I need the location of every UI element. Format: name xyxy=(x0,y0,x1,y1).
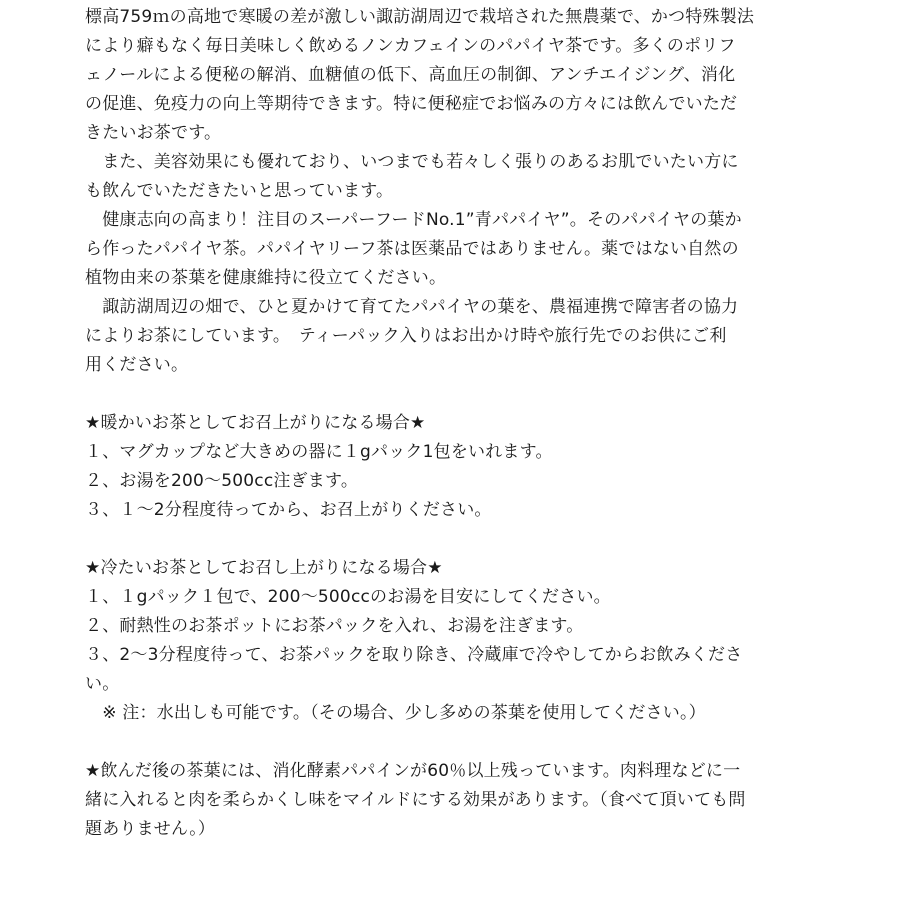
text-line: により癖もなく毎日美味しく飲めるノンカフェインのパパイヤ茶です。多くのポリフ xyxy=(85,36,736,56)
cold-tea-heading: ★冷たいお茶としてお召し上がりになる場合★ xyxy=(85,558,443,578)
cold-tea-step: １、１gパック１包で、200～500ccのお湯を目安にしてください。 xyxy=(85,587,611,607)
text-line: 緒に入れると肉を柔らかくし味をマイルドにする効果があります。（食べて頂いても問 xyxy=(85,790,746,810)
spacer xyxy=(85,525,810,554)
cold-tea-step: い。 xyxy=(85,674,120,694)
text-line: 健康志向の高まり！注目のスーパーフードNo.1”青パパイヤ”。そのパパイヤの葉か xyxy=(85,210,742,230)
text-line: 植物由来の茶葉を健康維持に役立てください。 xyxy=(85,268,447,288)
spacer xyxy=(85,380,810,409)
intro-section xyxy=(85,3,810,380)
text-line: によりお茶にしています。 ティーパック入りはお出かけ時や旅行先でのお供にご利 xyxy=(85,326,727,346)
hot-tea-step: １、マグカップなど大きめの器に１gパック1包をいれます。 xyxy=(85,442,553,462)
text-line: 用ください。 xyxy=(85,355,189,375)
hot-tea-heading: ★暖かいお茶としてお召上がりになる場合★ xyxy=(85,413,426,433)
after-use-section xyxy=(85,757,810,844)
text-line: ら作ったパパイヤ茶。パパイヤリーフ茶は医薬品ではありません。薬ではない自然の xyxy=(85,239,739,259)
text-line: 題ありません。） xyxy=(85,819,216,839)
hot-tea-section xyxy=(85,409,810,525)
cold-tea-step: ３、2～3分程度待って、お茶パックを取り除き、冷蔵庫で冷やしてからお飲みくださ xyxy=(85,645,743,665)
hot-tea-step: ３、１～2分程度待ってから、お召上がりください。 xyxy=(85,500,492,520)
text-line: 標高759ｍの高地で寒暖の差が激しい諏訪湖周辺で栽培された無農薬で、かつ特殊製法 xyxy=(85,7,755,27)
text-line: の促進、免疫力の向上等期待できます。特に便秘症でお悩みの方々には飲んでいただ xyxy=(85,94,738,114)
product-description-document xyxy=(85,3,810,844)
text-line: ★飲んだ後の茶葉には、消化酵素パパインが60％以上残っています。肉料理などに一 xyxy=(85,761,741,781)
cold-tea-section xyxy=(85,554,810,728)
cold-tea-note: ※ 注：水出しも可能です。（その場合、少し多めの茶葉を使用してください。） xyxy=(85,703,706,723)
text-line: ェノールによる便秘の解消、血糖値の低下、高血圧の制御、アンチエイジング、消化 xyxy=(85,65,736,85)
hot-tea-step: ２、お湯を200～500cc注ぎます。 xyxy=(85,471,359,491)
text-line: また、美容効果にも優れており、いつまでも若々しく張りのあるお肌でいたい方に xyxy=(85,152,739,172)
text-line: きたいお茶です。 xyxy=(85,123,222,143)
text-line: 諏訪湖周辺の畑で、ひと夏かけて育てたパパイヤの葉を、農福連携で障害者の協力 xyxy=(85,297,739,317)
cold-tea-step: ２、耐熱性のお茶ポットにお茶パックを入れ、お湯を注ぎます。 xyxy=(85,616,584,636)
text-line: も飲んでいただきたいと思っています。 xyxy=(85,181,394,201)
spacer xyxy=(85,728,810,757)
